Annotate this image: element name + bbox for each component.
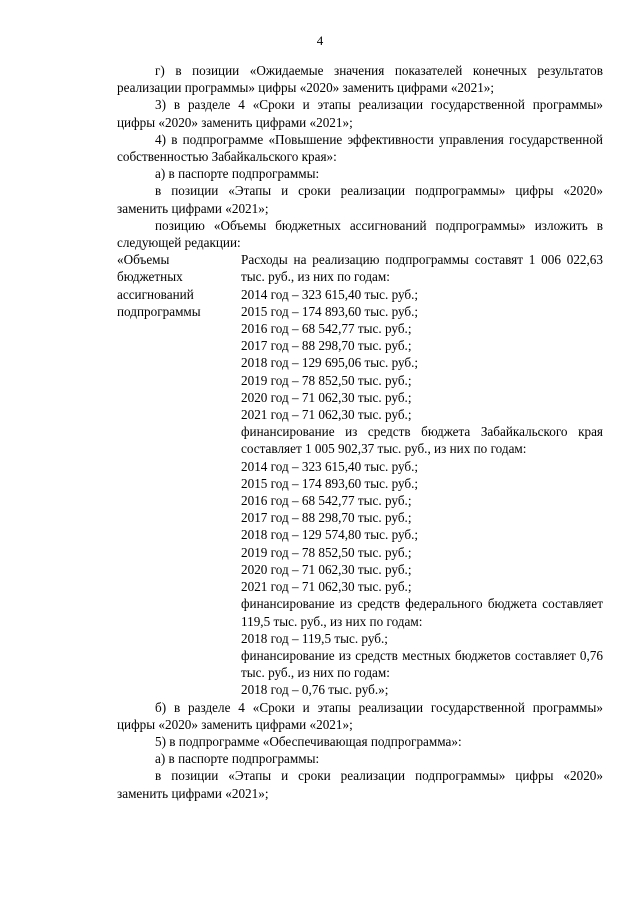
paragraph-budget-position: позицию «Объемы бюджетных ассигнований подпрограммы» изложить в следующей редакции: [117,217,603,251]
total-year-line: 2019 год – 78 852,50 тыс. руб.; [241,372,412,388]
total-year-line: 2015 год – 174 893,60 тыс. руб.; [241,303,419,319]
regional-year-line: 2014 год – 323 615,40 тыс. руб.; [241,458,419,474]
regional-budget-intro: финансирование из средств бюджета Забайкальского края составляет 1 005 902,37 тыс. руб., из них по годам: [241,424,603,457]
block-heading-line: «Объемы [117,252,170,268]
total-year-line: 2017 год – 88 298,70 тыс. руб.; [241,338,412,354]
paragraph-stages-position-2: в позиции «Этапы и сроки реализации подпрограммы» цифры «2020» заменить цифрами «2021»; [117,768,603,801]
total-year-line: 2021 год – 71 062,30 тыс. руб.; [241,407,412,423]
budget-allocation-block [117,251,603,698]
paragraph-4-subprogram: 4) в подпрограмме «Повышение эффективности управления государственной собственностью Забайкальского края»: [117,131,603,165]
total-year-line: 2018 год – 129 695,06 тыс. руб.; [241,355,419,371]
total-year-line: 2016 год – 68 542,77 тыс. руб.; [241,321,412,337]
regional-year-line: 2020 год – 71 062,30 тыс. руб.; [241,561,412,577]
block-heading-line: подпрограммы [117,303,201,319]
paragraph-3-section-4: 3) в разделе 4 «Сроки и этапы реализации государственной программы» цифры «2020» заменить цифрами «2021»; [117,97,603,130]
block-heading-line: бюджетных [117,269,183,285]
paragraph-5-supporting-subprogram: 5) в подпрограмме «Обеспечивающая подпрограмма»: [155,733,462,749]
regional-year-line: 2019 год – 78 852,50 тыс. руб.; [241,544,412,560]
block-heading-line: ассигнований [117,286,194,302]
block-content [241,251,603,698]
block-heading [117,251,241,698]
regional-year-line: 2018 год – 129 574,80 тыс. руб.; [241,527,419,543]
paragraph-stages-position: в позиции «Этапы и сроки реализации подпрограммы» цифры «2020» заменить цифрами «2021»; [117,183,603,216]
regional-year-line: 2015 год – 174 893,60 тыс. руб.; [241,475,419,491]
paragraph-b-section-4: б) в разделе 4 «Сроки и этапы реализации государственной программы» цифры «2020» заменить цифрами «2021»; [117,699,603,732]
local-budget-intro: финансирование из средств местных бюджетов составляет 0,76 тыс. руб., из них по годам: [241,647,603,681]
regional-year-line: 2021 год – 71 062,30 тыс. руб.; [241,579,412,595]
regional-year-line: 2017 год – 88 298,70 тыс. руб.; [241,510,412,526]
total-expenses-intro: Расходы на реализацию подпрограммы составят 1 006 022,63 тыс. руб., из них по годам: [241,252,603,285]
local-year-line: 2018 год – 0,76 тыс. руб.»; [241,682,389,698]
federal-budget-intro: финансирование из средств федерального бюджета составляет 119,5 тыс. руб., из них по годам: [241,596,603,629]
paragraph-a-passport-2: а) в паспорте подпрограммы: [155,751,320,767]
federal-year-line: 2018 год – 119,5 тыс. руб.; [241,630,388,646]
document-body [117,62,603,802]
paragraph-g-expected-results: г) в позиции «Ожидаемые значения показателей конечных результатов реализации программы» цифры «2020» заменить цифрами «2021»; [117,63,603,96]
page-number: 4 [316,33,324,48]
total-year-line: 2014 год – 323 615,40 тыс. руб.; [241,286,419,302]
regional-year-line: 2016 год – 68 542,77 тыс. руб.; [241,493,412,509]
paragraph-a-passport: а) в паспорте подпрограммы: [155,166,320,182]
total-year-line: 2020 год – 71 062,30 тыс. руб.; [241,389,412,405]
